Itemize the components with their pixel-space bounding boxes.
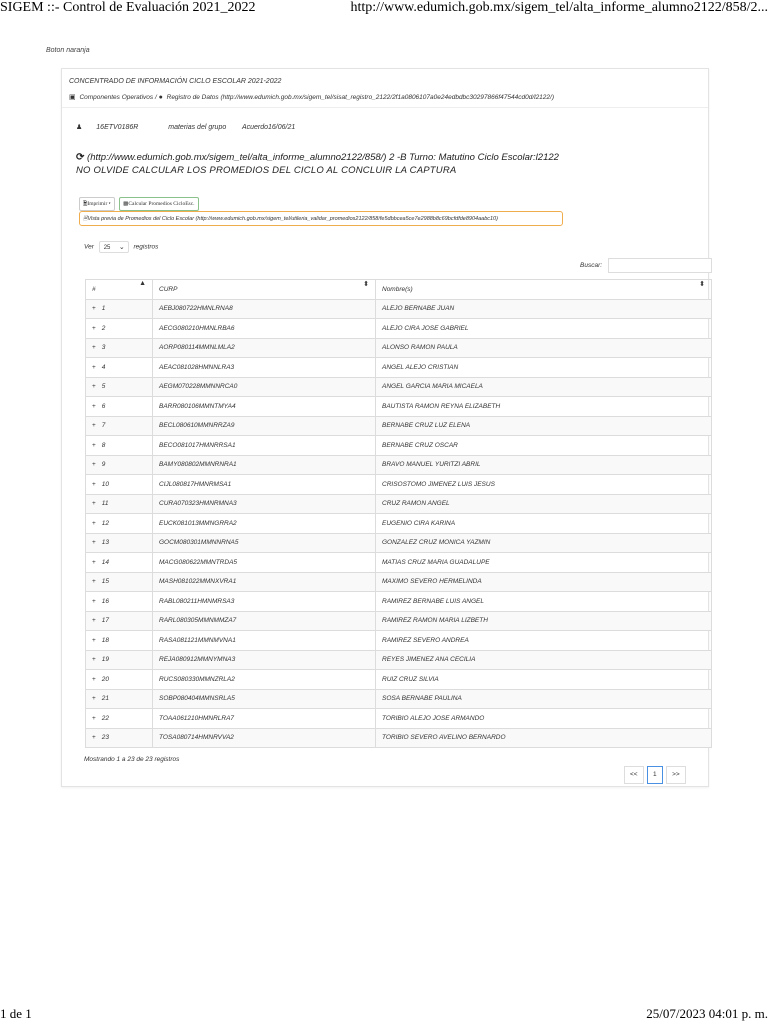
row-number[interactable]: + 5	[86, 377, 153, 397]
row-number[interactable]: + 23	[86, 728, 153, 748]
students-table	[85, 279, 712, 748]
row-number[interactable]: + 19	[86, 650, 153, 670]
row-name: RAMIREZ BERNABE LUIS ANGEL	[376, 592, 712, 612]
refresh-icon[interactable]: ⟳	[76, 152, 85, 163]
next-page-button[interactable]: >>	[666, 766, 686, 784]
row-name: BERNABE CRUZ LUZ ELENA	[376, 416, 712, 436]
row-name: ANGEL ALEJO CRISTIAN	[376, 358, 712, 378]
row-curp: BARR080106MMNTMYA4	[153, 397, 376, 417]
page-1-button[interactable]: 1	[647, 766, 663, 784]
table-row[interactable]	[86, 514, 712, 534]
row-name: TORIBIO ALEJO JOSE ARMANDO	[376, 709, 712, 729]
file-icon: 🗎	[83, 201, 88, 207]
row-curp: AECG080210HMNLRBA6	[153, 319, 376, 339]
expand-icon[interactable]: +	[92, 461, 96, 469]
table-row[interactable]	[86, 670, 712, 690]
sort-icon: ⬍	[699, 281, 705, 288]
warning-text: NO OLVIDE CALCULAR LOS PROMEDIOS DEL CICLO AL CONCLUIR LA CAPTURA	[76, 165, 457, 176]
row-curp: AEAC081028HMNNLRA3	[153, 358, 376, 378]
expand-icon[interactable]: +	[92, 519, 96, 527]
table-row[interactable]	[86, 397, 712, 417]
row-curp: CURA070323HMNRMNA3	[153, 494, 376, 514]
table-row[interactable]	[86, 650, 712, 670]
table-row[interactable]	[86, 377, 712, 397]
button-bar	[79, 197, 199, 210]
row-name: ALEJO CIRA JOSE GABRIEL	[376, 319, 712, 339]
main-panel	[61, 68, 709, 787]
row-name: CRUZ RAMON ANGEL	[376, 494, 712, 514]
sort-icon: ⬍	[363, 281, 369, 288]
row-name: MATIAS CRUZ MARIA GUADALUPE	[376, 553, 712, 573]
group-line	[76, 152, 559, 163]
row-number[interactable]: + 6	[86, 397, 153, 417]
row-number[interactable]: + 4	[86, 358, 153, 378]
row-curp: BAMY080802MMNRNRA1	[153, 455, 376, 475]
row-name: BERNABE CRUZ OSCAR	[376, 436, 712, 456]
group-info[interactable]: (http://www.edumich.gob.mx/sigem_tel/alta_informe_alumno2122/858/) 2 -B Turno: Matutino Ciclo Escolar:l2122	[87, 152, 559, 163]
subjects-link[interactable]: materias del grupo	[168, 124, 227, 131]
row-curp: TOSA080714HMNRVVA2	[153, 728, 376, 748]
table-row[interactable]	[86, 592, 712, 612]
search-label: Buscar:	[580, 262, 603, 269]
row-name: MAXIMO SEVERO HERMELINDA	[376, 572, 712, 592]
row-curp: EUCK081013MMNGRRA2	[153, 514, 376, 534]
expand-icon[interactable]: +	[92, 363, 96, 371]
row-number[interactable]: + 7	[86, 416, 153, 436]
table-row[interactable]	[86, 358, 712, 378]
table-row[interactable]	[86, 572, 712, 592]
calc-averages-button[interactable]: ▩Calcular Promedios CicloEsc.	[119, 197, 198, 211]
print-url: http://www.edumich.gob.mx/sigem_tel/alta_informe_alumno2122/858/2...	[350, 0, 768, 15]
expand-icon[interactable]: +	[92, 636, 96, 644]
row-number[interactable]: + 22	[86, 709, 153, 729]
table-row[interactable]	[86, 611, 712, 631]
row-curp: RARL080305MMNMMZA7	[153, 611, 376, 631]
row-number[interactable]: + 17	[86, 611, 153, 631]
expand-icon[interactable]: +	[92, 695, 96, 703]
row-curp: BECO081017HMNRRSA1	[153, 436, 376, 456]
row-name: RUIZ CRUZ SILVIA	[376, 670, 712, 690]
col-header-name[interactable]: Nombre(s) ⬍	[376, 280, 712, 300]
expand-icon[interactable]: +	[92, 558, 96, 566]
pagination	[625, 766, 686, 784]
expand-icon[interactable]: +	[92, 480, 96, 488]
row-number[interactable]: + 2	[86, 319, 153, 339]
print-header	[0, 0, 768, 18]
table-row[interactable]	[86, 436, 712, 456]
expand-icon[interactable]: +	[92, 675, 96, 683]
sort-asc-icon: ▲	[139, 280, 146, 287]
row-name: ALEJO BERNABE JUAN	[376, 299, 712, 319]
breadcrumb-components[interactable]: Componentes Operativos /	[79, 94, 157, 101]
preview-averages-link[interactable]: 🗎Vista previa de Promedios del Ciclo Escolar (http://www.edumich.gob.mx/sigem_tel/utileria_validar_promedios2122/858/fe5dbbcea5ce7e2988b8c69bcfdfde8904aabc10)	[79, 211, 563, 226]
briefcase-icon: ▣	[69, 94, 76, 101]
row-curp: RABL080211HMNMRSA3	[153, 592, 376, 612]
table-row[interactable]	[86, 455, 712, 475]
agreement-link[interactable]: Acuerdo16/06/21	[241, 124, 296, 131]
expand-icon[interactable]: +	[92, 324, 96, 332]
row-number[interactable]: + 16	[86, 592, 153, 612]
row-number[interactable]: + 8	[86, 436, 153, 456]
expand-icon[interactable]: +	[92, 578, 96, 586]
row-curp: RASA081121MMNMVNA1	[153, 631, 376, 651]
expand-icon[interactable]: +	[92, 422, 96, 430]
row-number[interactable]: + 1	[86, 299, 153, 319]
row-number[interactable]: + 18	[86, 631, 153, 651]
row-name: SOSA BERNABE PAULINA	[376, 689, 712, 709]
expand-icon[interactable]: +	[92, 617, 96, 625]
table-row[interactable]	[86, 728, 712, 748]
length-select[interactable]: 25 ⌄	[99, 241, 129, 253]
expand-icon[interactable]: +	[92, 500, 96, 508]
print-timestamp: 25/07/2023 04:01 p. m.	[646, 1006, 768, 1021]
row-name: ANGEL GARCIA MARIA MICAELA	[376, 377, 712, 397]
row-number[interactable]: + 15	[86, 572, 153, 592]
expand-icon[interactable]: +	[92, 344, 96, 352]
row-curp: BECL080610MMNRRZA9	[153, 416, 376, 436]
expand-icon[interactable]: +	[92, 402, 96, 410]
page-count: 1 de 1	[0, 1006, 32, 1021]
table-row[interactable]	[86, 416, 712, 436]
expand-icon[interactable]: +	[92, 539, 96, 547]
school-code: 16ETV0186R	[96, 124, 139, 131]
col-header-number[interactable]: # ▲	[86, 280, 153, 300]
row-number[interactable]: + 10	[86, 475, 153, 495]
expand-icon[interactable]: +	[92, 441, 96, 449]
row-curp: AEBJ080722HMNLRNA8	[153, 299, 376, 319]
row-name: CRISOSTOMO JIMENEZ LUIS JESUS	[376, 475, 712, 495]
row-name: GONZALEZ CRUZ MONICA YAZMIN	[376, 533, 712, 553]
row-name: RAMIREZ SEVERO ANDREA	[376, 631, 712, 651]
table-row[interactable]	[86, 475, 712, 495]
chevron-down-icon: ⌄	[118, 244, 125, 251]
row-curp: GOCM080301MMNNRNA5	[153, 533, 376, 553]
table-info: Mostrando 1 a 23 de 23 registros	[84, 756, 180, 763]
row-name: REYES JIMENEZ ANA CECILIA	[376, 650, 712, 670]
row-number[interactable]: + 21	[86, 689, 153, 709]
row-curp: MACG080622MMNTRDA5	[153, 553, 376, 573]
file-icon: 🗎	[83, 216, 88, 222]
panel-title: CONCENTRADO DE INFORMACIÓN CICLO ESCOLAR 2021-2022	[69, 78, 282, 85]
row-number[interactable]: + 13	[86, 533, 153, 553]
row-name: BRAVO MANUEL YURITZI ABRIL	[376, 455, 712, 475]
search-input[interactable]	[608, 258, 712, 273]
table-row[interactable]	[86, 299, 712, 319]
boton-label: Boton naranja	[46, 47, 90, 54]
row-number[interactable]: + 9	[86, 455, 153, 475]
calculator-icon: ▩	[123, 201, 129, 207]
prev-page-button[interactable]: <<	[624, 766, 644, 784]
row-name: ALONSO RAMON PAULA	[376, 338, 712, 358]
caret-down-icon: ▾	[108, 201, 111, 207]
table-row[interactable]	[86, 494, 712, 514]
user-icon: ♟	[76, 124, 83, 131]
school-meta	[76, 123, 309, 131]
expand-icon[interactable]: +	[92, 597, 96, 605]
expand-icon[interactable]: +	[92, 714, 96, 722]
row-name: RAMIREZ RAMON MARIA LIZBETH	[376, 611, 712, 631]
table-row[interactable]	[86, 631, 712, 651]
row-curp: TOAA061210HMNRLRA7	[153, 709, 376, 729]
row-number[interactable]: + 12	[86, 514, 153, 534]
row-number[interactable]: + 20	[86, 670, 153, 690]
row-name: BAUTISTA RAMON REYNA ELIZABETH	[376, 397, 712, 417]
print-title: SIGEM ::- Control de Evaluación 2021_2022	[0, 0, 256, 15]
table-row[interactable]	[86, 533, 712, 553]
table-row[interactable]	[86, 689, 712, 709]
row-curp: REJA080912MMNYMNA3	[153, 650, 376, 670]
row-curp: SOBP080404MMNSRLA5	[153, 689, 376, 709]
row-name: TORIBIO SEVERO AVELINO BERNARDO	[376, 728, 712, 748]
record-icon: ●	[158, 94, 163, 101]
col-header-curp[interactable]: CURP ⬍	[153, 280, 376, 300]
table-row[interactable]	[86, 553, 712, 573]
print-footer	[0, 1006, 768, 1024]
row-number[interactable]: + 3	[86, 338, 153, 358]
row-name: EUGENIO CIRA KARINA	[376, 514, 712, 534]
table-row[interactable]	[86, 319, 712, 339]
print-button[interactable]: 🗎Imprimir ▾	[79, 197, 115, 211]
row-curp: CIJL080817HMNRMSA1	[153, 475, 376, 495]
panel-header	[62, 69, 708, 108]
expand-icon[interactable]: +	[92, 305, 96, 313]
length-menu: Ver 25 ⌄ registros	[84, 241, 158, 253]
table-row[interactable]	[86, 338, 712, 358]
row-curp: RUCS080330MMNZRLA2	[153, 670, 376, 690]
row-number[interactable]: + 11	[86, 494, 153, 514]
breadcrumb	[69, 93, 554, 101]
table-row[interactable]	[86, 709, 712, 729]
expand-icon[interactable]: +	[92, 383, 96, 391]
expand-icon[interactable]: +	[92, 656, 96, 664]
row-curp: MASH081022MMNXVRA1	[153, 572, 376, 592]
row-curp: AORP080114MMNLMLA2	[153, 338, 376, 358]
expand-icon[interactable]: +	[92, 734, 96, 742]
row-curp: AEGM070228MMNNRCA0	[153, 377, 376, 397]
row-number[interactable]: + 14	[86, 553, 153, 573]
breadcrumb-registro[interactable]: Registro de Datos (http://www.edumich.gob.mx/sigem_tel/sisat_registro_2122/2f1a0806107a0e24edbdbc30297866f47544cd0d/l2122/)	[166, 94, 554, 101]
